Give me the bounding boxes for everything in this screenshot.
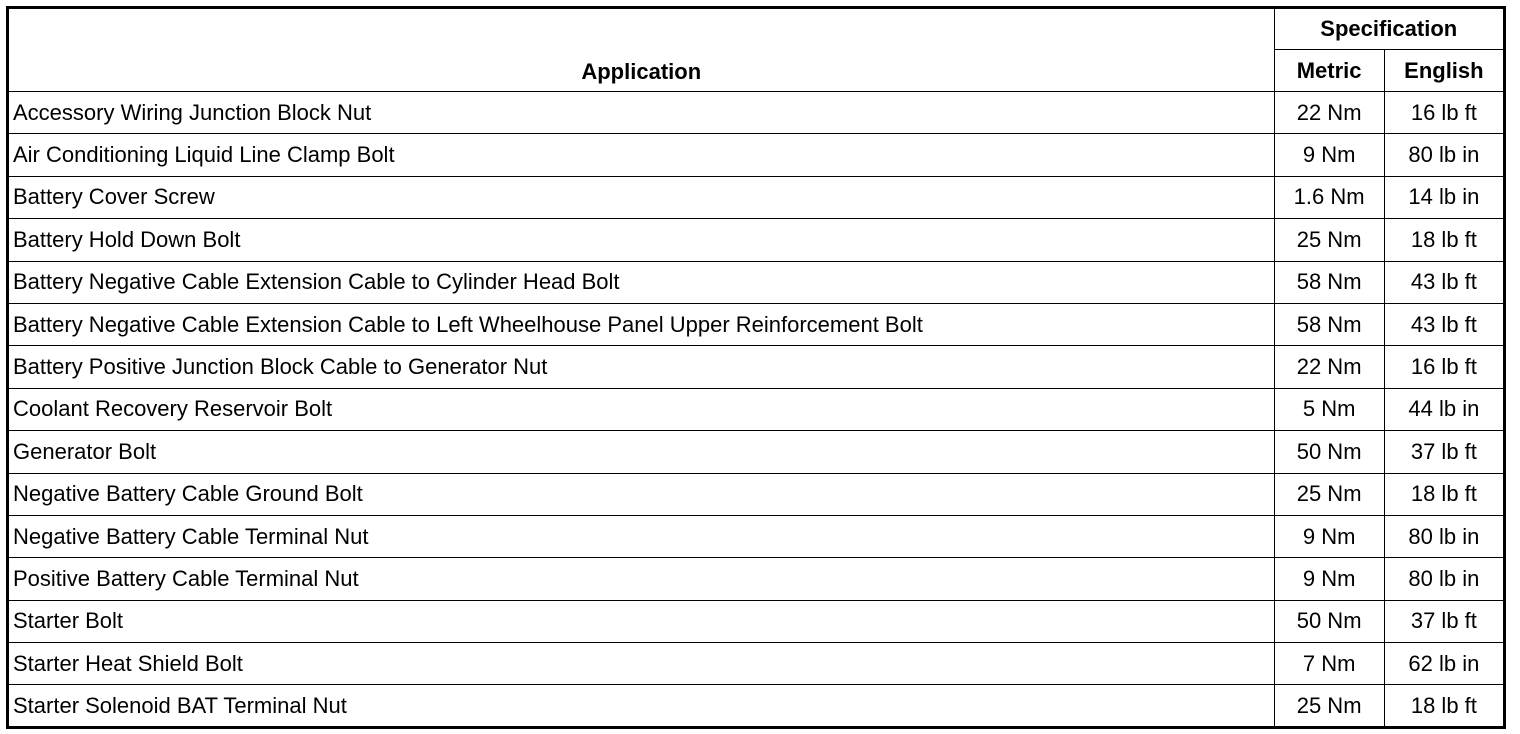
english-value-cell: 16 lb ft (1384, 346, 1504, 388)
metric-value-cell: 5 Nm (1274, 388, 1384, 430)
english-value-cell: 14 lb in (1384, 176, 1504, 218)
english-value-cell: 62 lb in (1384, 643, 1504, 685)
application-cell: Coolant Recovery Reservoir Bolt (8, 388, 1275, 430)
table-row (8, 558, 1505, 600)
english-value-cell: 80 lb in (1384, 558, 1504, 600)
metric-value-cell: 9 Nm (1274, 515, 1384, 557)
column-header-metric: Metric (1274, 50, 1384, 92)
table-body (8, 92, 1505, 728)
table-row (8, 134, 1505, 176)
application-cell: Battery Negative Cable Extension Cable to Left Wheelhouse Panel Upper Reinforcement Bolt (8, 303, 1275, 345)
table-row (8, 685, 1505, 727)
table-row (8, 431, 1505, 473)
metric-value-cell: 58 Nm (1274, 261, 1384, 303)
table-header-row-top (8, 8, 1505, 50)
table-row (8, 600, 1505, 642)
table-row (8, 92, 1505, 134)
english-value-cell: 16 lb ft (1384, 92, 1504, 134)
application-cell: Starter Solenoid BAT Terminal Nut (8, 685, 1275, 727)
column-header-application: Application (8, 8, 1275, 92)
metric-value-cell: 7 Nm (1274, 643, 1384, 685)
application-cell: Battery Negative Cable Extension Cable to Cylinder Head Bolt (8, 261, 1275, 303)
english-value-cell: 43 lb ft (1384, 261, 1504, 303)
application-cell: Battery Positive Junction Block Cable to Generator Nut (8, 346, 1275, 388)
metric-value-cell: 25 Nm (1274, 219, 1384, 261)
table-row (8, 261, 1505, 303)
application-cell: Generator Bolt (8, 431, 1275, 473)
english-value-cell: 80 lb in (1384, 134, 1504, 176)
application-cell: Starter Bolt (8, 600, 1275, 642)
metric-value-cell: 25 Nm (1274, 685, 1384, 727)
metric-value-cell: 9 Nm (1274, 134, 1384, 176)
english-value-cell: 80 lb in (1384, 515, 1504, 557)
application-cell: Positive Battery Cable Terminal Nut (8, 558, 1275, 600)
english-value-cell: 18 lb ft (1384, 219, 1504, 261)
application-cell: Negative Battery Cable Terminal Nut (8, 515, 1275, 557)
application-cell: Negative Battery Cable Ground Bolt (8, 473, 1275, 515)
table-row (8, 176, 1505, 218)
application-cell: Air Conditioning Liquid Line Clamp Bolt (8, 134, 1275, 176)
english-value-cell: 18 lb ft (1384, 473, 1504, 515)
metric-value-cell: 58 Nm (1274, 303, 1384, 345)
table-row (8, 388, 1505, 430)
fastener-torque-specifications-table (6, 6, 1506, 729)
column-header-specification: Specification (1274, 8, 1504, 50)
english-value-cell: 37 lb ft (1384, 600, 1504, 642)
english-value-cell: 37 lb ft (1384, 431, 1504, 473)
metric-value-cell: 9 Nm (1274, 558, 1384, 600)
english-value-cell: 44 lb in (1384, 388, 1504, 430)
english-value-cell: 18 lb ft (1384, 685, 1504, 727)
english-value-cell: 43 lb ft (1384, 303, 1504, 345)
table-row (8, 515, 1505, 557)
application-cell: Accessory Wiring Junction Block Nut (8, 92, 1275, 134)
metric-value-cell: 1.6 Nm (1274, 176, 1384, 218)
table-row (8, 643, 1505, 685)
table-row (8, 473, 1505, 515)
metric-value-cell: 22 Nm (1274, 346, 1384, 388)
application-cell: Battery Hold Down Bolt (8, 219, 1275, 261)
table-row (8, 219, 1505, 261)
application-cell: Battery Cover Screw (8, 176, 1275, 218)
table-row (8, 303, 1505, 345)
metric-value-cell: 50 Nm (1274, 431, 1384, 473)
metric-value-cell: 22 Nm (1274, 92, 1384, 134)
column-header-english: English (1384, 50, 1504, 92)
metric-value-cell: 50 Nm (1274, 600, 1384, 642)
table-row (8, 346, 1505, 388)
metric-value-cell: 25 Nm (1274, 473, 1384, 515)
application-cell: Starter Heat Shield Bolt (8, 643, 1275, 685)
